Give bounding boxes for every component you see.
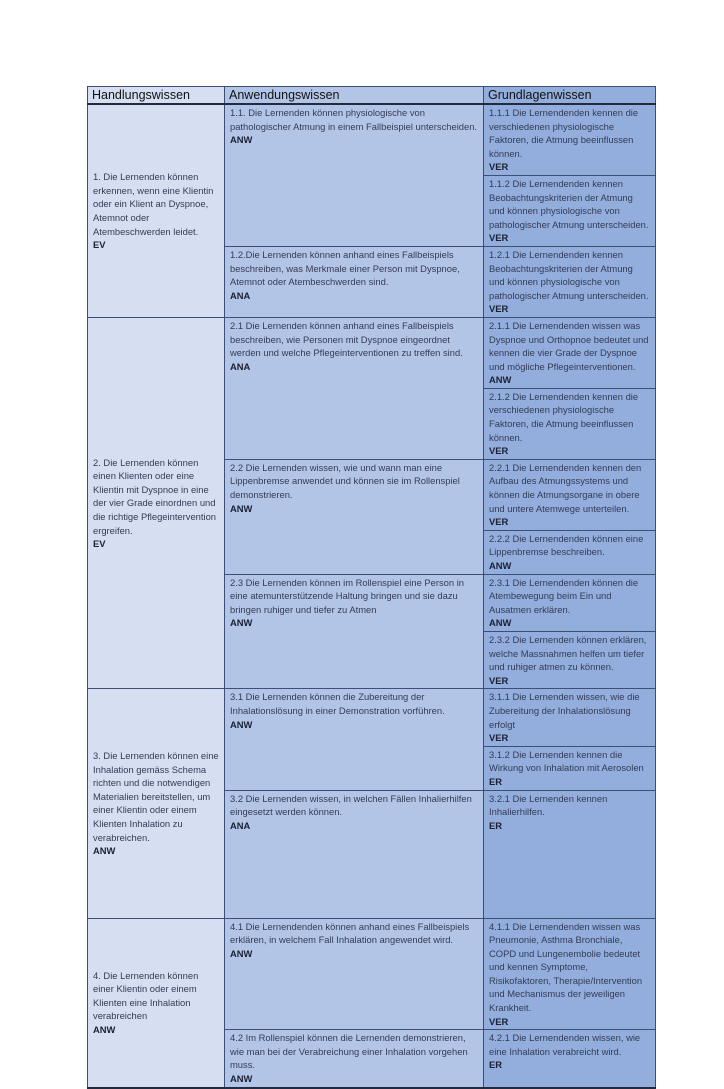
- grundlagenwissen-text: 2.3.1 Die Lernendenden können die Atembewegung beim Ein und Ausatmen erklären.: [489, 576, 639, 615]
- grundlagenwissen-text: 2.3.2 Die Lernenden können erklären, welche Massnahmen helfen um tiefer und ruhiger atmen zu können.: [489, 633, 647, 673]
- grundlagenwissen-level: ER: [489, 775, 503, 787]
- handlungswissen-level: EV: [93, 239, 106, 251]
- grundlagenwissen-cell: [484, 175, 656, 246]
- grundlagenwissen-level: VER: [489, 303, 509, 315]
- grundlagenwissen-text: 3.2.1 Die Lernenden kennen Inhalierhilfen.: [489, 792, 608, 818]
- table-row: [88, 317, 656, 388]
- grundlagenwissen-cell: [484, 246, 656, 317]
- grundlagenwissen-text: 3.1.1 Die Lernenden wissen, wie die Zubereitung der Inhalationslösung erfolgt: [489, 691, 640, 730]
- anwendungswissen-cell: [225, 104, 484, 246]
- grundlagenwissen-cell: [484, 574, 656, 631]
- grundlagenwissen-level: ER: [489, 819, 503, 831]
- grundlagenwissen-text: 1.2.1 Die Lernendenden kennen Beobachtungskriterien der Atmung und können physiologische von pathologischer Atmung unterscheiden.: [489, 248, 649, 301]
- grundlagenwissen-level: VER: [489, 445, 509, 457]
- grundlagenwissen-text: 2.2.2 Die Lernendenden können eine Lippenbremse beschreiben.: [489, 532, 644, 558]
- anwendungswissen-text: 2.1 Die Lernenden können anhand eines Fallbeispiels beschreiben, wie Personen mit Dyspnoe eingeordnet werden und welche Pflegeinterventionen zu treffen sind.: [230, 319, 463, 359]
- anwendungswissen-level: ANW: [230, 718, 253, 730]
- handlungswissen-level: ANW: [93, 1023, 116, 1035]
- grundlagenwissen-level: ER: [489, 1059, 503, 1071]
- grundlagenwissen-cell: [484, 746, 656, 790]
- handlungswissen-text: 1. Die Lernenden können erkennen, wenn eine Klientin oder ein Klient an Dyspnoe, Atemnot oder Atembeschwerden leidet.: [93, 171, 214, 237]
- handlungswissen-cell: [88, 918, 225, 1088]
- header-grundlagenwissen: Grundlagenwissen: [484, 87, 656, 105]
- grundlagenwissen-level: ANW: [489, 560, 512, 571]
- anwendungswissen-level: ANW: [230, 1073, 253, 1085]
- grundlagenwissen-cell: [484, 631, 656, 688]
- handlungswissen-text: 2. Die Lernenden können einen Klienten oder eine Klientin mit Dyspnoe in eine der vier Grade einordnen und die richtige Pflegeintervention ergreifen.: [93, 456, 216, 536]
- anwendungswissen-text: 3.1 Die Lernenden können die Zubereitung der Inhalationslösung in einer Demonstration vorführen.: [230, 691, 445, 716]
- grundlagenwissen-cell: [484, 790, 656, 918]
- anwendungswissen-cell: [225, 574, 484, 689]
- anwendungswissen-text: 4.2 Im Rollenspiel können die Lernenden demonstrieren, wie man bei der Verabreichung einer Inhalation vorgehen muss.: [230, 1032, 468, 1071]
- anwendungswissen-cell: [225, 918, 484, 1030]
- anwendungswissen-text: 2.3 Die Lernenden können im Rollenspiel eine Person in eine atemunterstützende Haltung bringen und sie dazu bringen ruhiger und tiefer zu Atmen: [230, 576, 465, 615]
- grundlagenwissen-text: 2.1.1 Die Lernendenden wissen was Dyspnoe und Orthopnoe bedeutet und kennen die vier Grade der Dyspnoe und mögliche Pflegeinterventionen.: [489, 319, 649, 372]
- anwendungswissen-level: ANA: [230, 289, 251, 301]
- handlungswissen-text: 3. Die Lernenden können eine Inhalation gemäss Schema richten und die notwendigen Materialien bereitstellen, um einer Klientin oder einem Klienten Inhalation zu verabreichen.: [93, 750, 219, 843]
- grundlagenwissen-text: 3.1.2 Die Lernenden kennen die Wirkung von Inhalation mit Aerosolen: [489, 748, 644, 774]
- anwendungswissen-level: ANA: [230, 819, 251, 831]
- anwendungswissen-cell: [225, 317, 484, 459]
- grundlagenwissen-cell: [484, 317, 656, 388]
- handlungswissen-text: 4. Die Lernenden können einer Klientin oder einem Klienten eine Inhalation verabreichen: [93, 969, 199, 1022]
- grundlagenwissen-level: VER: [489, 674, 509, 686]
- table-row: [88, 689, 656, 746]
- grundlagenwissen-cell: [484, 918, 656, 1030]
- handlungswissen-cell: [88, 689, 225, 918]
- grundlagenwissen-level: VER: [489, 516, 509, 528]
- header-handlungswissen: Handlungswissen: [88, 87, 225, 105]
- anwendungswissen-level: ANW: [230, 134, 253, 146]
- grundlagenwissen-level: VER: [489, 732, 509, 744]
- grundlagenwissen-cell: [484, 459, 656, 530]
- anwendungswissen-text: 1.2.Die Lernenden können anhand eines Fallbeispiels beschreiben, was Merkmale einer Person mit Dyspnoe, Atemnot oder Atembeschwerden sind.: [230, 248, 460, 288]
- anwendungswissen-cell: [225, 246, 484, 317]
- anwendungswissen-cell: [225, 459, 484, 574]
- anwendungswissen-level: ANW: [230, 947, 253, 959]
- grundlagenwissen-text: 1.1.2 Die Lernendenden kennen Beobachtungskriterien der Atmung und können physiologische von pathologischer Atmung unterscheiden.: [489, 177, 649, 230]
- table-row: [88, 104, 656, 175]
- table-row: [88, 918, 656, 1030]
- anwendungswissen-level: ANW: [230, 502, 253, 514]
- anwendungswissen-cell: [225, 689, 484, 790]
- anwendungswissen-cell: [225, 1030, 484, 1088]
- handlungswissen-level: EV: [93, 538, 106, 550]
- header-anwendungswissen: Anwendungswissen: [225, 87, 484, 105]
- anwendungswissen-cell: [225, 790, 484, 918]
- grundlagenwissen-level: VER: [489, 232, 509, 244]
- grundlagenwissen-text: 2.2.1 Die Lernendenden kennen den Aufbau des Atmungssystems und können die Atmungsorgane in obere und untere Atemwege unterteilen.: [489, 461, 642, 514]
- handlungswissen-cell: [88, 317, 225, 688]
- anwendungswissen-text: 3.2 Die Lernenden wissen, in welchen Fällen Inhalierhilfen eingesetzt werden können.: [230, 792, 472, 818]
- anwendungswissen-text: 4.1 Die Lernendenden können anhand eines Fallbeispiels erklären, in welchem Fall Inhalation angewendet wird.: [230, 920, 470, 946]
- grundlagenwissen-text: 4.2.1 Die Lernendenden wissen, wie eine Inhalation verabreicht wird.: [489, 1032, 641, 1057]
- anwendungswissen-level: ANW: [230, 617, 253, 629]
- anwendungswissen-level: ANA: [230, 360, 251, 372]
- grundlagenwissen-cell: [484, 388, 656, 459]
- competency-table: [87, 86, 656, 1089]
- grundlagenwissen-level: VER: [489, 1015, 509, 1027]
- anwendungswissen-text: 1.1. Die Lernenden können physiologische von pathologischer Atmung in einem Fallbeispiel unterscheiden.: [230, 107, 478, 132]
- table-body: [88, 104, 656, 1088]
- handlungswissen-cell: [88, 104, 225, 317]
- handlungswissen-level: ANW: [93, 845, 116, 857]
- grundlagenwissen-level: ANW: [489, 374, 512, 386]
- grundlagenwissen-cell: [484, 530, 656, 574]
- grundlagenwissen-text: 1.1.1 Die Lernendenden kennen die verschiedenen physiologische Faktoren, die Atmung beeinflussen können.: [489, 107, 639, 159]
- grundlagenwissen-level: ANW: [489, 617, 512, 629]
- grundlagenwissen-cell: [484, 1030, 656, 1088]
- grundlagenwissen-cell: [484, 104, 656, 175]
- grundlagenwissen-text: 2.1.2 Die Lernendenden kennen die verschiedenen physiologische Faktoren, die Atmung beeinflussen können.: [489, 390, 639, 443]
- grundlagenwissen-text: 4.1.1 Die Lernendenden wissen was Pneumonie, Asthma Bronchiale, COPD und Lungenembolie bedeutet und kennen Symptome, Risikofaktoren, Therapie/Intervention und Mechanismus der jeweiligen Krankheit.: [489, 920, 643, 1014]
- header-row: [88, 87, 656, 105]
- grundlagenwissen-cell: [484, 689, 656, 746]
- anwendungswissen-text: 2.2 Die Lernenden wissen, wie und wann man eine Lippenbremse anwendet und können sie im Rollenspiel demonstrieren.: [230, 461, 460, 501]
- grundlagenwissen-level: VER: [489, 161, 509, 173]
